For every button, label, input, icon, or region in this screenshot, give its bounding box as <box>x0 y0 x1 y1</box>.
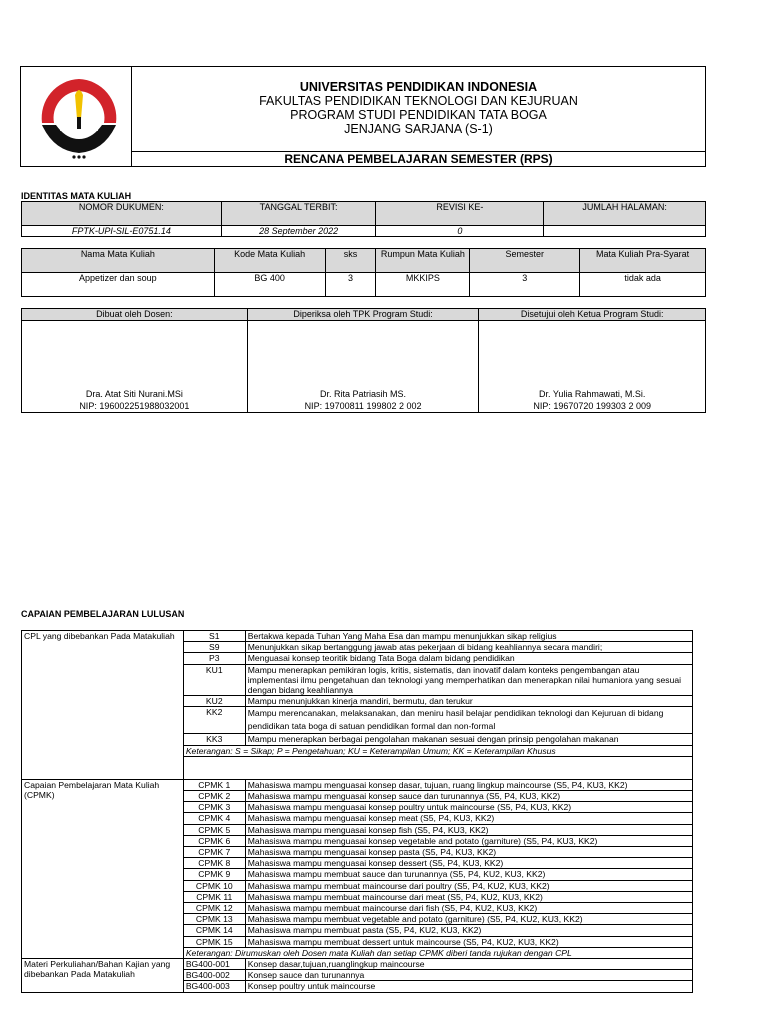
cpl-note: Keterangan: S = Sikap; P = Pengetahuan; KU = Keterampilan Umum; KK = Keterampilan Khusus <box>183 745 692 756</box>
cpmk-text: Mahasiswa mampu membuat sauce dan turunannya (S5, P4, KU2, KU3, KK2) <box>245 869 692 880</box>
cpl-group-label: CPL yang dibebankan Pada Matakuliah <box>22 631 184 780</box>
cpmk-text: Mahasiswa mampu menguasai konsep vegetable and potato (garniture) (S5, P4, KU3, KK2) <box>245 835 692 846</box>
cpmk-code: CPMK 7 <box>183 847 245 858</box>
program-level: JENJANG SARJANA (S-1) <box>344 122 493 136</box>
cpl-text: Bertakwa kepada Tuhan Yang Maha Esa dan mampu menunjukkan sikap religius <box>245 631 692 642</box>
signature-header-tpk: Diperiksa oleh TPK Program Studi: <box>247 309 479 321</box>
course-header-semester: Semester <box>470 249 580 273</box>
faculty-name: FAKULTAS PENDIDIKAN TEKNOLOGI DAN KEJURUAN <box>259 94 578 108</box>
outcomes-table <box>21 630 693 993</box>
cpl-text: Mampu menunjukkan kinerja mandiri, bermutu, dan terukur <box>245 696 692 707</box>
cpmk-code: CPMK 10 <box>183 880 245 891</box>
cpl-text: Mampu menerapkan pemikiran logis, kritis, sistematis, dan inovatif dalam konteks pengembangan atau implementasi ilmu pengetahuan dan teknologi yang memperhatikan dan menerapkan nilai humaniora yang sesuai dengan bidang keahliannya <box>245 664 692 696</box>
cpmk-group-label: Capaian Pembelajaran Mata Kuliah (CPMK) <box>22 779 184 958</box>
cpmk-code: CPMK 3 <box>183 802 245 813</box>
signature-name-lecturer: Dra. Atat Siti Nurani.MSi <box>85 389 183 399</box>
materi-group-label: Materi Perkuliahan/Bahan Kajian yang dibebankan Pada Matakuliah <box>22 959 184 993</box>
doc-header-pages: JUMLAH HALAMAN: <box>544 202 706 226</box>
cpmk-code: CPMK 15 <box>183 936 245 947</box>
signature-cell-head <box>479 321 706 413</box>
cpl-text: Menguasai konsep teoritik bidang Tata Boga dalam bidang pendidikan <box>245 653 692 664</box>
cpl-code: P3 <box>183 653 245 664</box>
signature-name-tpk: Dr. Rita Patriasih MS. <box>320 389 407 399</box>
signature-name-head: Dr. Yulia Rahmawati, M.Si. <box>538 389 646 399</box>
cpmk-code: CPMK 4 <box>183 813 245 824</box>
course-header-prereq: Mata Kuliah Pra-Syarat <box>580 249 706 273</box>
header-text-block <box>132 80 705 136</box>
cpmk-code: CPMK 12 <box>183 903 245 914</box>
doc-title: RENCANA PEMBELAJARAN SEMESTER (RPS) <box>284 152 553 166</box>
cpmk-code: CPMK 5 <box>183 824 245 835</box>
signature-cell-lecturer <box>22 321 248 413</box>
course-info-table <box>21 248 706 297</box>
course-value-cluster: MKKIPS <box>376 273 470 297</box>
course-value-sks: 3 <box>325 273 376 297</box>
signature-nip-tpk: NIP: 19700811 199802 2 002 <box>304 401 422 411</box>
cpl-code: S1 <box>183 631 245 642</box>
cpmk-code: CPMK 6 <box>183 835 245 846</box>
materi-code: BG400-001 <box>183 959 245 970</box>
signature-header-head: Disetujui oleh Ketua Program Studi: <box>479 309 706 321</box>
doc-value-pages <box>544 226 706 237</box>
course-value-name: Appetizer dan soup <box>22 273 215 297</box>
cpmk-code: CPMK 14 <box>183 925 245 936</box>
cpmk-code: CPMK 9 <box>183 869 245 880</box>
signature-nip-lecturer: NIP: 196002251988032001 <box>79 401 190 411</box>
doc-info-table <box>21 201 706 237</box>
doc-value-revision: 0 <box>376 226 544 237</box>
identity-section-title: IDENTITAS MATA KULIAH <box>21 191 132 201</box>
cpl-code: S9 <box>183 642 245 653</box>
cpl-spacer <box>183 756 692 779</box>
cpmk-code: CPMK 13 <box>183 914 245 925</box>
course-header-sks: sks <box>325 249 376 273</box>
cpmk-code: CPMK 1 <box>183 779 245 790</box>
materi-text: Konsep dasar,tujuan,ruanglingkup maincourse <box>245 959 692 970</box>
cpl-code: KK3 <box>183 734 245 745</box>
header-box <box>20 66 706 167</box>
signature-header-lecturer: Dibuat oleh Dosen: <box>22 309 248 321</box>
cpmk-text: Mahasiswa mampu menguasai konsep meat (S5, P4, KU3, KK2) <box>245 813 692 824</box>
cpmk-code: CPMK 11 <box>183 891 245 902</box>
cpmk-text: Mahasiswa mampu membuat maincourse dari fish (S5, P4, KU2, KU3, KK2) <box>245 903 692 914</box>
cpl-text: Mampu merencanakan, melaksanakan, dan meniru hasil belajar pendidikan teknologi dan Kejuruan di bidang pendidikan tata boga di satuan pendidikan formal dan non-formal <box>245 707 692 734</box>
cpmk-text: Mahasiswa mampu membuat maincourse dari poultry (S5, P4, KU2, KU3, KK2) <box>245 880 692 891</box>
signature-table <box>21 308 706 413</box>
doc-header-date: TANGGAL TERBIT: <box>221 202 376 226</box>
materi-text: Konsep sauce dan turunannya <box>245 970 692 981</box>
course-header-name: Nama Mata Kuliah <box>22 249 215 273</box>
signature-cell-tpk <box>247 321 479 413</box>
cpl-text: Menunjukkan sikap bertanggung jawab atas pekerjaan di bidang keahliannya secara mandiri; <box>245 642 692 653</box>
cpmk-text: Mahasiswa mampu menguasai konsep pasta (S5, P4, KU3, KK2) <box>245 847 692 858</box>
cpl-code: KU2 <box>183 696 245 707</box>
logo-area <box>21 67 131 166</box>
course-header-code: Kode Mata Kuliah <box>214 249 325 273</box>
doc-value-number: FPTK-UPI-SIL-E0751.14 <box>22 226 222 237</box>
cpmk-text: Mahasiswa mampu menguasai konsep dessert (S5, P4, KU3, KK2) <box>245 858 692 869</box>
materi-text: Konsep poultry untuk maincourse <box>245 981 692 992</box>
course-value-semester: 3 <box>470 273 580 297</box>
cpmk-note: Keterangan: Dirumuskan oleh Dosen mata Kuliah dan setiap CPMK diberi tanda rujukan dengan CPL <box>183 947 692 958</box>
cpl-section-title: CAPAIAN PEMBELAJARAN LULUSAN <box>21 609 185 619</box>
course-header-cluster: Rumpun Mata Kuliah <box>376 249 470 273</box>
course-value-code: BG 400 <box>214 273 325 297</box>
cpmk-text: Mahasiswa mampu membuat dessert untuk maincourse (S5, P4, KU2, KU3, KK2) <box>245 936 692 947</box>
materi-code: BG400-003 <box>183 981 245 992</box>
cpmk-code: CPMK 2 <box>183 791 245 802</box>
cpmk-text: Mahasiswa mampu menguasai konsep dasar, tujuan, ruang lingkup maincourse (S5, P4, KU3, KK2) <box>245 779 692 790</box>
materi-code: BG400-002 <box>183 970 245 981</box>
cpmk-text: Mahasiswa mampu menguasai konsep poultry untuk maincourse (S5, P4, KU3, KK2) <box>245 802 692 813</box>
cpmk-text: Mahasiswa mampu membuat vegetable and potato (garniture) (S5, P4, KU2, KU3, KK2) <box>245 914 692 925</box>
university-logo-icon <box>34 73 124 161</box>
doc-header-revision: REVISI KE- <box>376 202 544 226</box>
cpmk-text: Mahasiswa mampu membuat maincourse dari meat (S5, P4, KU2, KU3, KK2) <box>245 891 692 902</box>
cpmk-code: CPMK 8 <box>183 858 245 869</box>
course-value-prereq: tidak ada <box>580 273 706 297</box>
signature-nip-head: NIP: 19670720 199303 2 009 <box>533 401 651 411</box>
doc-value-date: 28 September 2022 <box>221 226 376 237</box>
cpmk-text: Mahasiswa mampu menguasai konsep sauce dan turunannya (S5, P4, KU3, KK2) <box>245 791 692 802</box>
cpl-code: KU1 <box>183 664 245 696</box>
cpl-text: Mampu menerapkan berbagai pengolahan makanan sesuai dengan prinsip pengolahan makanan <box>245 734 692 745</box>
program-name: PROGRAM STUDI PENDIDIKAN TATA BOGA <box>290 108 547 122</box>
cpmk-text: Mahasiswa mampu menguasai konsep fish (S5, P4, KU3, KK2) <box>245 824 692 835</box>
doc-header-number: NOMOR DUKUMEN: <box>22 202 222 226</box>
university-name: UNIVERSITAS PENDIDIKAN INDONESIA <box>299 80 538 94</box>
cpl-code: KK2 <box>183 707 245 734</box>
cpmk-text: Mahasiswa mampu membuat pasta (S5, P4, KU2, KU3, KK2) <box>245 925 692 936</box>
